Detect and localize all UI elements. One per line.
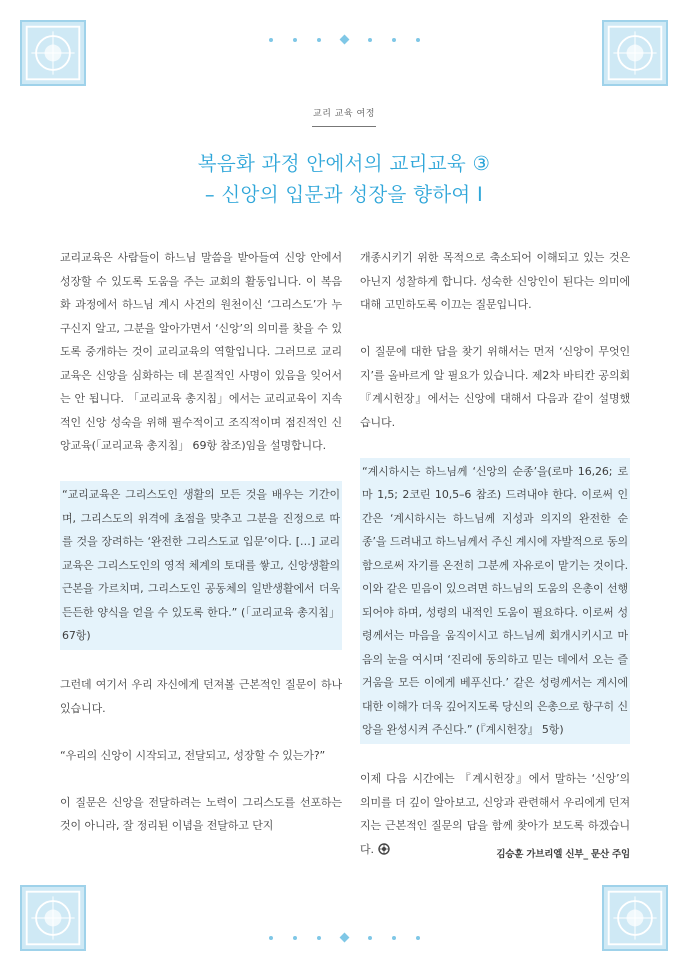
corner-ornament-icon xyxy=(20,885,86,951)
paragraph: 이 질문에 대한 답을 찾기 위해서는 먼저 ‘신앙이 무엇인지’를 올바르게 알 필요가 있습니다. 제2차 바티칸 공의회 『계시헌장』에서는 신앙에 대해서 다음과 같이 설명했습니다. xyxy=(360,345,630,429)
top-dot-divider xyxy=(0,36,688,43)
paragraph: 개종시키기 위한 목적으로 축소되어 이해되고 있는 것은 아닌지 성찰하게 합니다. 성숙한 신앙인이 된다는 의미에 대해 고민하도록 이끄는 질문입니다. xyxy=(360,251,630,311)
paragraph: 그런데 여기서 우리 자신에게 던져볼 근본적인 질문이 하나 있습니다. xyxy=(60,678,342,715)
left-column xyxy=(60,246,342,861)
closing-text: 이제 다음 시간에는 『계시헌장』에서 말하는 ‘신앙’의 의미를 더 깊이 알아보고, 신앙과 관련해서 우리에게 던져지는 근본적인 질문의 답을 함께 찾아가 보도록 하겠습니다. xyxy=(360,772,630,856)
title-line-2: – 신앙의 입문과 성장을 향하여 Ⅰ xyxy=(204,183,484,206)
paragraph: 교리교육은 사람들이 하느님 말씀을 받아들여 신앙 안에서 성장할 수 있도록 도움을 주는 교회의 활동입니다. 이 복음화 과정에서 하느님 계시 사건의 원천이신 ‘그리스도’가 누구신지 알고, 그분을 알아가면서 ‘신앙’의 의미를 찾을 수 있도록 중개하는 것이 교리교육의 역할입니다. 그러므로 교리교육은 신앙을 심화하는 데 본질적인 사명이 있음을 잊어서는 안 됩니다. 「교리교육 총지침」에서는 교리교육이 지속적인 신앙 성숙을 위해 필수적이고 조직적이며 점진적인 신앙교육(「교리교육 총지침」 69항 참조)임을 설명합니다. xyxy=(60,251,342,452)
block-quote: “교리교육은 그리스도인 생활의 모든 것을 배우는 기간이며, 그리스도의 위격에 초점을 맞추고 그분을 진정으로 따를 것을 장려하는 ‘완전한 그리스도교 입문’이다. […] 교리교육은 그리스도인의 영적 체계의 토대를 쌓고, 신앙생활의 근본을 가르치며, 그리스도인 공동체의 일반생활에서 더욱 든든한 양식을 얻을 수 있도록 한다.” (「교리교육 총지침」 67항) xyxy=(60,481,342,650)
page-title xyxy=(0,148,688,210)
author-signature: 김승훈 가브리엘 신부_ 문산 주임 xyxy=(496,849,630,860)
end-mark-icon xyxy=(378,843,390,855)
question-quote: “우리의 신앙이 시작되고, 전달되고, 성장할 수 있는가?” xyxy=(60,748,326,762)
title-line-1: 복음화 과정 안에서의 교리교육 ③ xyxy=(197,152,491,175)
section-label: 교리 교육 여정 xyxy=(313,109,375,119)
paragraph: 이 질문은 신앙을 전달하려는 노력이 그리스도를 선포하는 것이 아니라, 잘 정리된 이념을 전달하고 단지 xyxy=(60,795,342,832)
corner-ornament-icon xyxy=(20,20,86,86)
right-column xyxy=(360,246,630,885)
corner-ornament-icon xyxy=(602,885,668,951)
bottom-dot-divider xyxy=(0,934,688,941)
corner-ornament-icon xyxy=(602,20,668,86)
section-divider xyxy=(312,126,376,127)
block-quote: “계시하시는 하느님께 ‘신앙의 순종’을(로마 16,26; 로마 1,5; 2코린 10,5–6 참조) 드려내야 한다. 이로써 인간은 ‘계시하시는 하느님께 지성과 의지의 완전한 순종’을 드려내고 하느님께서 주신 계시에 자발적으로 동의함으로써 자기를 온전히 그분께 자유로이 맡기는 것이다. 이와 같은 믿음이 있으려면 하느님의 도움의 은총이 선행되어야 하며, 성령의 내적인 도움이 필요하다. 이로써 성령께서는 마음을 움직이시고 하느님께 회개시키시고 마음의 눈을 여시며 ‘진리에 동의하고 믿는 데에서 오는 즐거움을 모든 이에게 베푸신다.’ 같은 성령께서는 계시에 대한 이해가 더욱 깊어지도록 당신의 은총으로 항구히 신앙을 완성시켜 주신다.” (『계시헌장』 5항) xyxy=(360,458,630,744)
